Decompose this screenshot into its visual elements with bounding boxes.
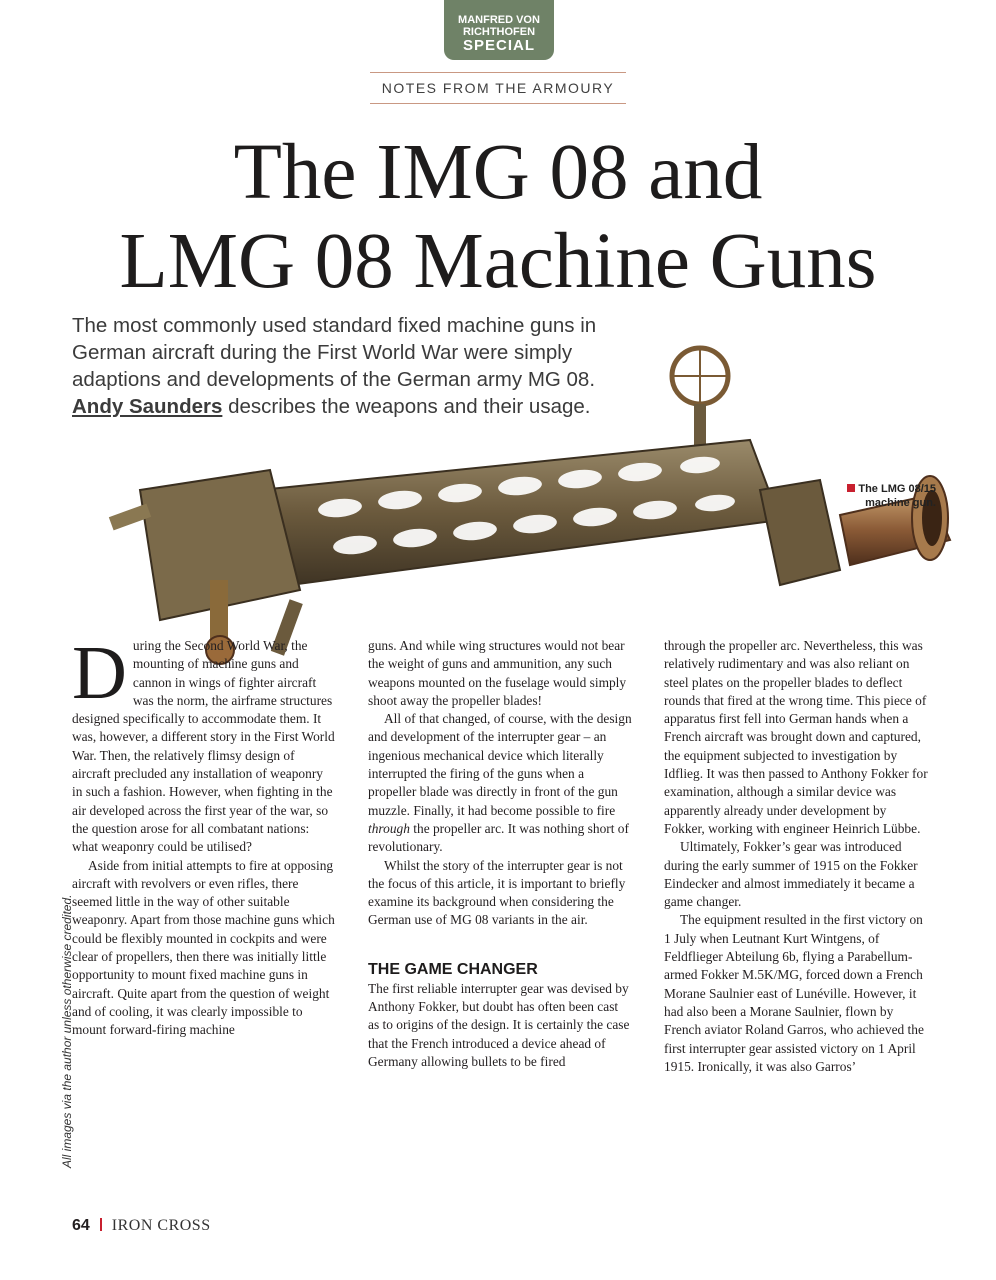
standfirst-text: The most commonly used standard fixed machine guns in German aircraft during the First World War were simply adaptions and developments of the German army MG 08. [72,314,597,391]
image-caption [826,482,936,510]
paragraph: guns. And while wing structures would not bear the weight of guns and ammunition, any such weapons mounted on the fuselage would simply shoot away the propeller blades! [368,638,627,708]
article-column-2 [368,637,632,1071]
author-name: Andy Saunders [72,395,223,418]
paragraph: through the propeller arc. Nevertheless, this was relatively rudimentary and was also reliant on steel plates on the propeller blades to deflect rounds that fired at the wrong time. This piece of apparatus first fell into German hands when a French aircraft was brought down and captured, the equipment subjected to investigation by Idflieg. It was then passed to Anthony Fokker for examination, although a similar device was apparently already under development by Fokker, working with engineer Heinrich Lübbe. [664,638,928,836]
page-number: 64 [72,1217,90,1234]
paragraph: Whilst the story of the interrupter gear is not the focus of this article, it is important to briefly examine its background when considering the German use of MG 08 variants in the air. [368,857,626,928]
subheading: THE GAME CHANGER [368,960,538,978]
emphasis-text: through [368,820,410,836]
caption-line-1: The LMG 08/15 [858,483,936,495]
paragraph-text: uring the Second World War, the mounting of machine guns and cannon in wings of fighter aircraft was the norm, the airframe structures designed specifically to accommodate them. It was, however, a different story in the First World War. Then, the relatively flimsy design of aircraft precluded any installation of weaponry in such a fashion. However, when fighting in the air developed across the first year of the war, so the question arose for all combatant nations: what weaponry could be utilised? [72,638,335,855]
paragraph-text: the propeller arc. It was nothing short of revolutionary. [368,820,629,855]
image-credit: All images via the author unless otherwise credited. [60,894,74,1168]
badge-line-2: RICHTHOFEN [462,26,536,38]
article-column-1 [72,631,336,1040]
special-badge [444,0,554,60]
gun-receiver [109,470,303,664]
title-line-1: The IMG 08 and [233,129,763,216]
gun-barrel-jacket [260,440,780,585]
drop-cap: D [72,631,127,715]
title-line-2: LMG 08 Machine Guns [119,218,877,305]
article-column-3 [664,637,928,1076]
paragraph: Aside from initial attempts to fire at opposing aircraft with revolvers or even rifles, there seemed little in the way of other suitable weaponry. Apart from those machine guns which could be flexibly mounted in cockpits and were clear of propellers, then there was initially little opportunity to mount fixed machine guns in aircraft. Quite apart from the question of weight and of cooling, it was clearly impossible to mount forward-firing machine [72,857,335,1038]
page-footer [72,1217,211,1235]
standfirst [72,312,632,420]
paragraph: The equipment resulted in the first victory on 1 July when Leutnant Kurt Wintgens, of Feldflieger Abteilung 6b, flying a Parabellum-armed Fokker M.5K/MG, forced down a French Morane Saulnier east of Lunéville. However, it had also been a Morane Saulnier, flown by French aviator Roland Garros, who achieved the first interrupter gear assisted victory on 1 April 1915. Ironically, it was also Garros’ [664,912,924,1074]
paragraph [368,710,632,856]
paragraph: Ultimately, Fokker’s gear was introduced during the early summer of 1915 on the Fokker Eindecker and almost immediately it became a game changer. [664,839,918,910]
paragraph-text: All of that changed, of course, with the design and development of the interrupter gear – an ingenious mechanical device which literally interrupted the firing of the guns when a propeller blade was directly in front of the gun muzzle. Finally, it had become possible to fire [368,711,632,818]
paragraph: The first reliable interrupter gear was devised by Anthony Fokker, but doubt has often been cast as to origins of the design. It is certainly the case that the French introduced a device ahead of Germany allowing bullets to be fired [368,980,630,1069]
paragraph [72,631,336,857]
section-label: NOTES FROM THE ARMOURY [370,72,626,104]
caption-marker-icon [847,484,855,492]
badge-line-3: SPECIAL [462,37,535,54]
gun-sight [672,348,728,452]
magazine-name: IRON CROSS [111,1217,211,1234]
badge-line-1: MANFRED VON [458,14,540,26]
standfirst-text-after: describes the weapons and their usage. [228,395,591,418]
article-title [40,128,956,306]
footer-divider [100,1218,102,1231]
caption-line-2: machine gun. [865,497,936,509]
